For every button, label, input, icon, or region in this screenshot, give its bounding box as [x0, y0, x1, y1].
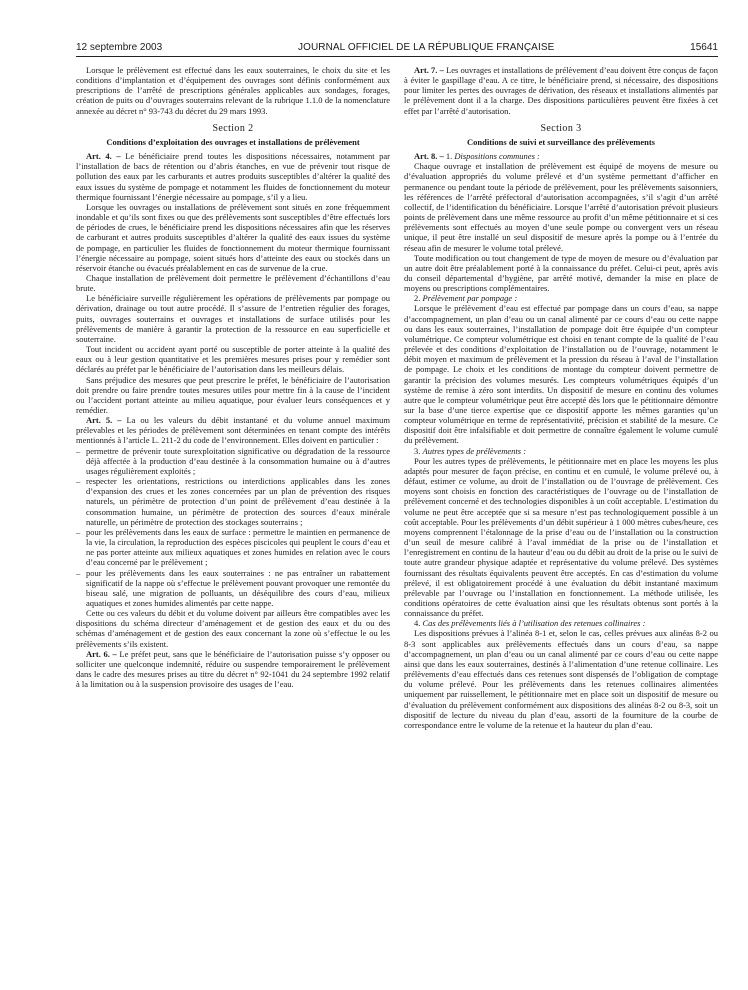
- article-label: Art. 7. –: [414, 65, 444, 75]
- subheading-number: 3.: [414, 445, 421, 456]
- subheading-number: 2.: [414, 293, 421, 304]
- paragraph: Chaque ouvrage et installation de prélèvement est équipé de moyens de mesure ou d’évaluation appropriés du volume prélevé et d’un système permettant d’afficher en permanence ou pendant toute la période de prélèvement, pour les prélèvements saisonniers, les références de l’arrêté préfectoral d’autorisation accompagnées, s’il s’agit d’un arrêté collectif, de l’identification du bénéficiaire. Lorsque l’arrêté d’autorisation prévoit plusieurs points de prélèvement dans une même ressource au profit d’un même pétitionnaire et si ces prélèvements sont effectués au moyen d’une seule pompe ou convergent vers un réseau unique, il peut être installé un seul dispositif de mesure après la pompe ou à l’entrée du réseau afin de mesurer le volume total prélevé.: [404, 161, 718, 253]
- section-3-title: Section 3: [540, 122, 582, 134]
- right-column: [404, 65, 718, 730]
- article-label: Art. 5. –: [86, 415, 122, 426]
- article-text: La ou les valeurs du débit instantané et du volume annuel maximum prélevables et les périodes de prélèvement sont déterminées en tenant compte des intérêts mentionnés à l’article L. 211-2 du code de l’environnement. Elles doivent en particulier :: [76, 415, 390, 446]
- subheading: Autres types de prélèvements :: [422, 445, 527, 456]
- section-3-heading: Conditions de suivi et surveillance des prélèvements: [467, 136, 655, 147]
- section-2-heading: Conditions d’exploitation des ouvrages et installations de prélèvement: [106, 136, 360, 147]
- article-5: [76, 415, 390, 445]
- article-7: [404, 65, 718, 116]
- header-journal-title: JOURNAL OFFICIEL DE LA RÉPUBLIQUE FRANÇAISE: [297, 42, 555, 53]
- page-header: [76, 42, 718, 57]
- article-text: Les ouvrages et installations de prélèvement d’eau doivent être conçus de façon à éviter le gaspillage d’eau. A ce titre, le bénéficiaire prend, si nécessaire, des dispositions pour limiter les pertes des ouvrages de dérivation, des réseaux et installations alimentés par le prélèvement dont il a la charge. Des dispositions particulières peuvent être fixées à cet effet par l’arrêté d’autorisation.: [404, 65, 719, 116]
- article-label: Art. 6. –: [86, 648, 117, 659]
- article-label: Art. 4. –: [86, 151, 121, 162]
- paragraph: Toute modification ou tout changement de type de moyen de mesure ou d’évaluation par un autre doit être préalablement porté à la connaissance du préfet. Celui-ci peut, après avis du conseil départemental d’hygiène, par arrêté motivé, demander la mise en place de moyens ou prescriptions complémentaires.: [404, 252, 718, 294]
- paragraph: Les dispositions prévues à l’alinéa 8-1 et, selon le cas, celles prévues aux alinéas 8-2 ou 8-3 sont applicables aux prélèvements effectués dans un cours d’eau, sa nappe d’accompagnement, un plan d’eau ou un canal alimenté par ce cours d’eau ou cette nappe ainsi que dans les eaux souterraines, destinés à l’alimentation d’une retenue collinaire. Les prélèvements d’eau effectués dans ces retenues sont dispensés de l’obligation de comptage du volume prélevé. Pour les prélèvements dans les retenues collinaires alimentées uniquement par ruissellement, le pétitionnaire met en place soit un dispositif de mesure ou d’évaluation du prélèvement conformément aux dispositions des alinéas 8-2 ou 8-3, soit un dispositif de lecture du niveau du plan d’eau, assorti de la fourniture de la courbe de correspondance entre le volume de la retenue et la hauteur du plan d’eau.: [404, 628, 718, 730]
- subheading: Cas des prélèvements liés à l’utilisation des retenues collinaires :: [422, 618, 646, 629]
- paragraph: Lorsque le prélèvement est effectué dans les eaux souterraines, le choix du site et les conditions d’implantation et d’équipement des ouvrages sont définis conformément aux prescriptions de l’arrêté de prescriptions générales applicables aux sondages, forages, création de puits ou d’ouvrages souterrains relevant de la rubrique 1.1.0 de la nomenclature annexée au décret n° 93-743 du décret du 29 mars 1993.: [76, 65, 390, 116]
- paragraph: Le bénéficiaire surveille régulièrement les opérations de prélèvements par pompage ou dérivation, drainage ou tout autre procédé. Il s’assure de l’entretien régulier des forages, puits, ouvrages souterrains et ouvrages et installations de surface utilisés pour les prélèvements de manière à garantir la protection de la ressource en eau superficielle et souterraine.: [76, 293, 390, 344]
- list-item: – permettre de prévenir toute surexploitation significative ou dégradation de la ressource déjà affectée à la production d’eau destinée à la consommation humaine ou à d’autres usages régulièrement exploités ;: [86, 446, 390, 476]
- list-item: – respecter les orientations, restrictions ou interdictions applicables dans les zones d’expansion des crues et les zones concernées par un plan de prévention des risques naturels, un périmètre de protection d’un point de prélèvement d’eau destinée à la consommation humaine, un périmètre de protection des sources d’eaux minérale naturelle, un périmètre de protection des stockages souterrains ;: [86, 476, 390, 527]
- paragraph: Lorsque les ouvrages ou installations de prélèvement sont situés en zone fréquemment inondable et qu’ils sont fixes ou que des prélèvements sont susceptibles d’être effectués lors de périodes de crues, le bénéficiaire prend les dispositions nécessaires afin que les réserves de carburant et autres produits susceptibles d’altérer la qualité des eaux issues du système de pompage, en particulier les fluides de fonctionnement du moteur thermique fournissant l’énergie nécessaire au pompage, soient situés hors d’atteinte des eaux ou stockés dans un réservoir étanche ou évacués préalablement en cas de survenue de la crue.: [76, 201, 390, 273]
- left-column: [76, 65, 390, 730]
- subheading-number: 4.: [414, 618, 421, 629]
- subheading: Dispositions communes :: [454, 151, 540, 162]
- text-columns: [76, 65, 718, 730]
- paragraph: Lorsque le prélèvement d’eau est effectué par pompage dans un cours d’eau, sa nappe d’accompagnement, un plan d’eau ou un canal alimenté par ce cours d’eau ou cette nappe ou dans les eaux souterraines, l’installation de pompage doit être équipée d’un compteur volumétrique. Ce compteur volumétrique est choisi en tenant compte de la qualité de l’eau prélevée et des conditions d’exploitation de l’installation ou de l’ouvrage, notamment le débit moyen et maximum de prélèvement et la pression du réseau à l’aval de l’installation de pompage. Le choix et les conditions de montage du compteur doivent permettre de garantir la précision des volumes mesurés. Les compteurs volumétriques équipés d’un système de remise à zéro sont interdits. Un dispositif de mesure en continu des volumes autre que le compteur volumétrique peut être accepté dès lors que le pétitionnaire démontre sur la base d’une tierce expertise que ce dispositif apporte les mêmes garanties qu’un compteur volumétrique en terme de représentativité, précision et stabilité de la mesure. Ce dispositif doit être infalsifiable et doit permettre de connaître également le volume cumulé du prélèvement.: [404, 303, 718, 446]
- article-8: [404, 151, 718, 161]
- article-4: [76, 151, 390, 202]
- header-page-number: 15641: [690, 42, 718, 53]
- section-2-title: Section 2: [212, 122, 254, 134]
- article-6: [76, 649, 390, 690]
- subheading-line: [404, 618, 718, 628]
- subheading-line: [404, 293, 718, 303]
- article-text: Le bénéficiaire prend toutes les dispositions nécessaires, notamment par l’installation de bacs de rétention ou d’abris étanches, en vue de prévenir tout risque de pollution des eaux par les carburants et autres produits susceptibles d’altérer la qualité des eaux issues du système de pompage et notamment les fluides de fonctionnement du moteur thermique fournissant l’énergie nécessaire au pompage, s’il y a lieu.: [76, 151, 391, 202]
- article-label: Art. 8. –: [414, 151, 444, 162]
- paragraph: Sans préjudice des mesures que peut prescrire le préfet, le bénéficiaire de l’autorisation doit prendre ou faire prendre toutes mesures utiles pour mettre fin à la cause de l’incident ou l’accident portant atteinte au milieu aquatique, pour évaluer leurs conséquences et y remédier.: [76, 374, 390, 415]
- paragraph: Tout incident ou accident ayant porté ou susceptible de porter atteinte à la qualité des eaux ou à leur gestion quantitative et les premières mesures prises pour y remédier sont déclarés au préfet par le bénéficiaire de l’autorisation dans les meilleurs délais.: [76, 344, 390, 375]
- subheading-number: 1.: [445, 151, 453, 162]
- paragraph: Cette ou ces valeurs du débit et du volume doivent par ailleurs être compatibles avec les dispositions du schéma directeur d’aménagement et de gestion des eaux et du ou des schémas d’aménagement et de gestion des eaux concernant la zone où s’effectue le ou les prélèvements s’ils existent.: [76, 608, 390, 649]
- subheading: Prélèvement par pompage :: [422, 293, 518, 304]
- paragraph: Chaque installation de prélèvement doit permettre le prélèvement d’échantillons d’eau brute.: [76, 272, 390, 294]
- list-item: – pour les prélèvements dans les eaux souterraines : ne pas entraîner un rabattement significatif de la nappe où s’effectue le prélèvement pouvant provoquer une remontée du biseau salé, une migration de polluants, un déséquilibre des cours d’eau, milieux aquatiques et zones humides alimentés par cette nappe.: [86, 568, 390, 609]
- paragraph: Pour les autres types de prélèvements, le pétitionnaire met en place les moyens les plus adaptés pour mesurer de façon précise, en continu et en cumulé, le volume prélevé ou, à défaut, estimer ce volume, au droit de l’installation ou de l’ouvrage de prélèvement. Ces moyens sont choisis en fonction des caractéristiques de l’ouvrage ou de l’installation de prélèvement concerné et des technologies disponibles à un coût acceptable. L’estimation du volume ne peut être acceptée que si sa mesure n’est pas technologiquement possible à un coût acceptable. Pour les prélèvements d’un débit supérieur à 1 000 mètres cubes/heure, ces moyens comprennent l’étalonnage de la prise d’eau ou de l’installation ou la construction d’un seuil de mesure calibré à l’aval immédiat de la prise ou de l’installation et l’enregistrement en continu de la hauteur d’eau ou du débit au droit de la prise ou le suivi de toute autre grandeur physique adaptée et représentative du volume prélevé. Des systèmes fournissant des résultats équivalents peuvent être acceptés. En cas d’estimation du volume prélevé, il est obligatoirement procédé à une évaluation du débit instantané maximum prélevable par l’ouvrage ou l’installation en fonctionnement. La méthode utilisée, les conditions opératoires de cette évaluation ainsi que les résultats obtenus sont portés à la connaissance du préfet.: [404, 455, 718, 619]
- article-5-list: [76, 446, 390, 609]
- header-date: 12 septembre 2003: [76, 42, 163, 53]
- subheading-line: [404, 446, 718, 456]
- list-item: – pour les prélèvements dans les eaux de surface : permettre le maintien en permanence de la vie, la circulation, la reproduction des espèces piscicoles qui peuplent le cours d’eau et ne pas porter atteinte aux milieux aquatiques et zones humides en relation avec le cours d’eau concerné par le prélèvement ;: [86, 527, 390, 568]
- article-text: Le préfet peut, sans que le bénéficiaire de l’autorisation puisse s’y opposer ou solliciter une quelconque indemnité, réduire ou suspendre temporairement le prélèvement dans le cadre des mesures prises au titre du décret n° 92-1041 du 24 septembre 1992 relatif à la limitation ou à la suspension provisoire des usages de l’eau.: [76, 648, 391, 690]
